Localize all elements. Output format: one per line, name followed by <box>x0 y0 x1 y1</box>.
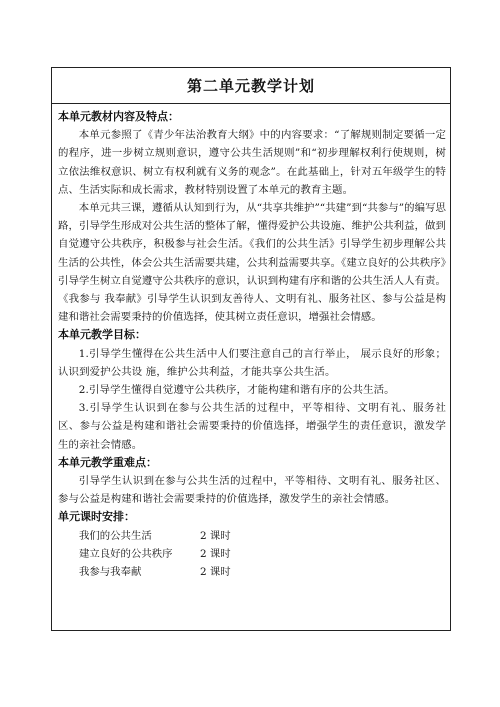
lesson-name: 我们的公共生活 <box>79 529 152 542</box>
content-paragraph: 本单元共三课，遵循从认知到行为，从“共享共维护”“共建”到“共参与”的编写思路，引导学生形成对公共生活的整体了解，懂得爱护公共设施、维护公共利益，做到自觉遵守公共秩序，积极参与社会生活。《我们的公共生活》引导学生初步理解公共生活的公共性，体会公共生活需要共建，公共利益需要共享。《建立良好的公共秩序》引导学生树立自觉遵守公共秩序的意识，认识到构建有序和谐的公共生活人人有责。《我参与 我奉献》引导学生认识到友善待人、文明有礼、服务社区、参与公益是构建和谐社会需要秉持的价值选择，使其树立责任意识，增强社会情感。 <box>58 202 446 324</box>
key-points-heading: 本单元教学重难点： <box>58 455 157 469</box>
content-paragraph: 本单元参照了《青少年法治教育大纲》中的内容要求：“了解规则制定要循一定的程序，进一步树立规则意识，遵守公共生活规则”和“初步理解权利行使规则，树立依法维权意识、树立有权利就有义务的观念”。在此基础上，针对五年级学生的特点、生活实际和成长需求，教材特别设置了本单元的教育主题。 <box>58 129 446 196</box>
schedule-table <box>79 527 231 582</box>
goal-item: 2.引导学生懂得自觉遵守公共秩序，才能构建和谐有序的公共生活。 <box>78 384 395 397</box>
plan-content <box>52 104 450 581</box>
goal-item: 3.引导学生认识到在参与公共生活的过程中，平等相待、文明有礼、服务社区、参与公益是构建和谐社会需要秉持的价值选择，增强学生的责任意识，激发学生的亲社会情感。 <box>58 402 446 451</box>
page-title: 第二单元教学计划 <box>186 77 315 95</box>
schedule-row <box>79 545 231 563</box>
schedule-heading: 单元课时安排： <box>58 510 135 524</box>
lesson-name: 建立良好的公共秩序 <box>79 547 173 560</box>
key-points-text: 引导学生认识到在参与公共生活的过程中，平等相待、文明有礼、服务社区、参与公益是构建和谐社会需要秉持的价值选择，激发学生的亲社会情感。 <box>58 475 446 506</box>
title-row <box>52 68 450 104</box>
lesson-name: 我参与我奉献 <box>79 566 142 579</box>
goals-heading: 本单元教学目标： <box>58 328 146 342</box>
lesson-hours: 2 课时 <box>200 547 231 560</box>
lesson-hours: 2 课时 <box>200 529 231 542</box>
lesson-hours: 2 课时 <box>200 566 231 579</box>
schedule-row <box>79 563 231 581</box>
content-heading: 本单元教材内容及特点： <box>58 110 179 123</box>
schedule-row <box>79 527 231 545</box>
plan-table <box>51 67 451 631</box>
goal-item: 1.引导学生懂得在公共生活中人们要注意自己的言行举止， 展示良好的形象；认识到爱护公共设 施，维护公共利益，才能共享公共生活。 <box>58 347 446 378</box>
